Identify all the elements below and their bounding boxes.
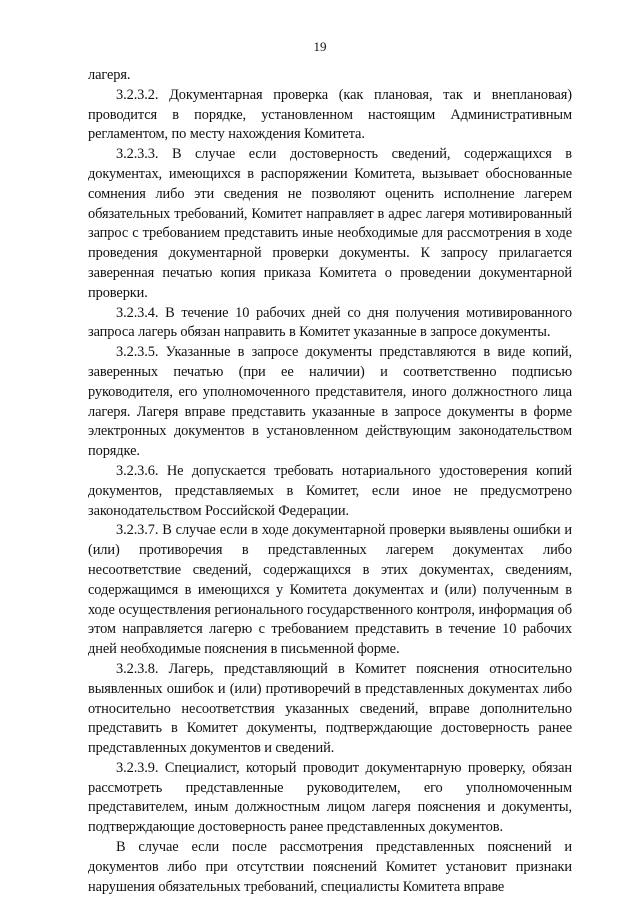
paragraph-3-2-3-7: 3.2.3.7. В случае если в ходе документарной проверки выявлены ошибки и (или) противоречия в представленных лагерем документах либо несоответствие сведений, содержащихся в этих документах, сведениям, содержащимся в имеющихся у Комитета документах и (или) полученным в ходе осуществления регионального государственного контроля, информация об этом направляется лагерю с требованием представить в течение 10 рабочих дней необходимые пояснения в письменной форме. xyxy=(88,522,572,658)
paragraph-3-2-3-2: 3.2.3.2. Документарная проверка (как плановая, так и внеплановая) проводится в порядке, установленном настоящим Административным регламентом, по месту нахождения Комитета. xyxy=(88,86,572,143)
paragraph-continuation: лагеря. xyxy=(88,67,131,83)
page-number: 19 xyxy=(313,39,327,54)
paragraph-3-2-3-6: 3.2.3.6. Не допускается требовать нотариального удостоверения копий документов, представляемых в Комитет, если иное не предусмотрено законодательством Российской Федерации. xyxy=(88,462,572,519)
paragraph-3-2-3-8: 3.2.3.8. Лагерь, представляющий в Комитет пояснения относительно выявленных ошибок и (или) противоречий в представленных документах либо относительно несоответствия указанных сведений, вправе дополнительно представить в Комитет документы, подтверждающие достоверность ранее представленных документов и сведений. xyxy=(88,660,572,757)
paragraph-final: В случае если после рассмотрения представленных пояснений и документов либо при отсутствии пояснений Комитет установит признаки нарушения обязательных требований, специалисты Комитета вправе xyxy=(88,839,572,895)
paragraph-3-2-3-5: 3.2.3.5. Указанные в запросе документы представляются в виде копий, заверенных печатью (при ее наличии) и соответственно подписью руководителя, его уполномоченного представителя, иного должностного лица лагеря. Лагеря вправе представить указанные в запросе документы в форме электронных документов в установленном действующим законодательством порядке. xyxy=(88,344,572,460)
document-body xyxy=(88,66,572,897)
paragraph-3-2-3-4: 3.2.3.4. В течение 10 рабочих дней со дня получения мотивированного запроса лагерь обязан направить в Комитет указанные в запросе документы. xyxy=(88,304,572,341)
paragraph-3-2-3-3: 3.2.3.3. В случае если достоверность сведений, содержащихся в документах, имеющихся в распоряжении Комитета, вызывает обоснованные сомнения либо эти сведения не позволяют оценить исполнение лагерем обязательных требований, Комитет направляет в адрес лагеря мотивированный запрос с требованием представить иные необходимые для рассмотрения в ходе проведения документарной проверки документы. К запросу прилагается заверенная печатью копия приказа Комитета о проведении документарной проверки. xyxy=(88,146,572,301)
paragraph-3-2-3-9: 3.2.3.9. Специалист, который проводит документарную проверку, обязан рассмотреть представленные руководителем, его уполномоченным представителем, иным должностным лицом лагеря пояснения и документы, подтверждающие достоверность ранее представленных документов. xyxy=(88,759,572,836)
